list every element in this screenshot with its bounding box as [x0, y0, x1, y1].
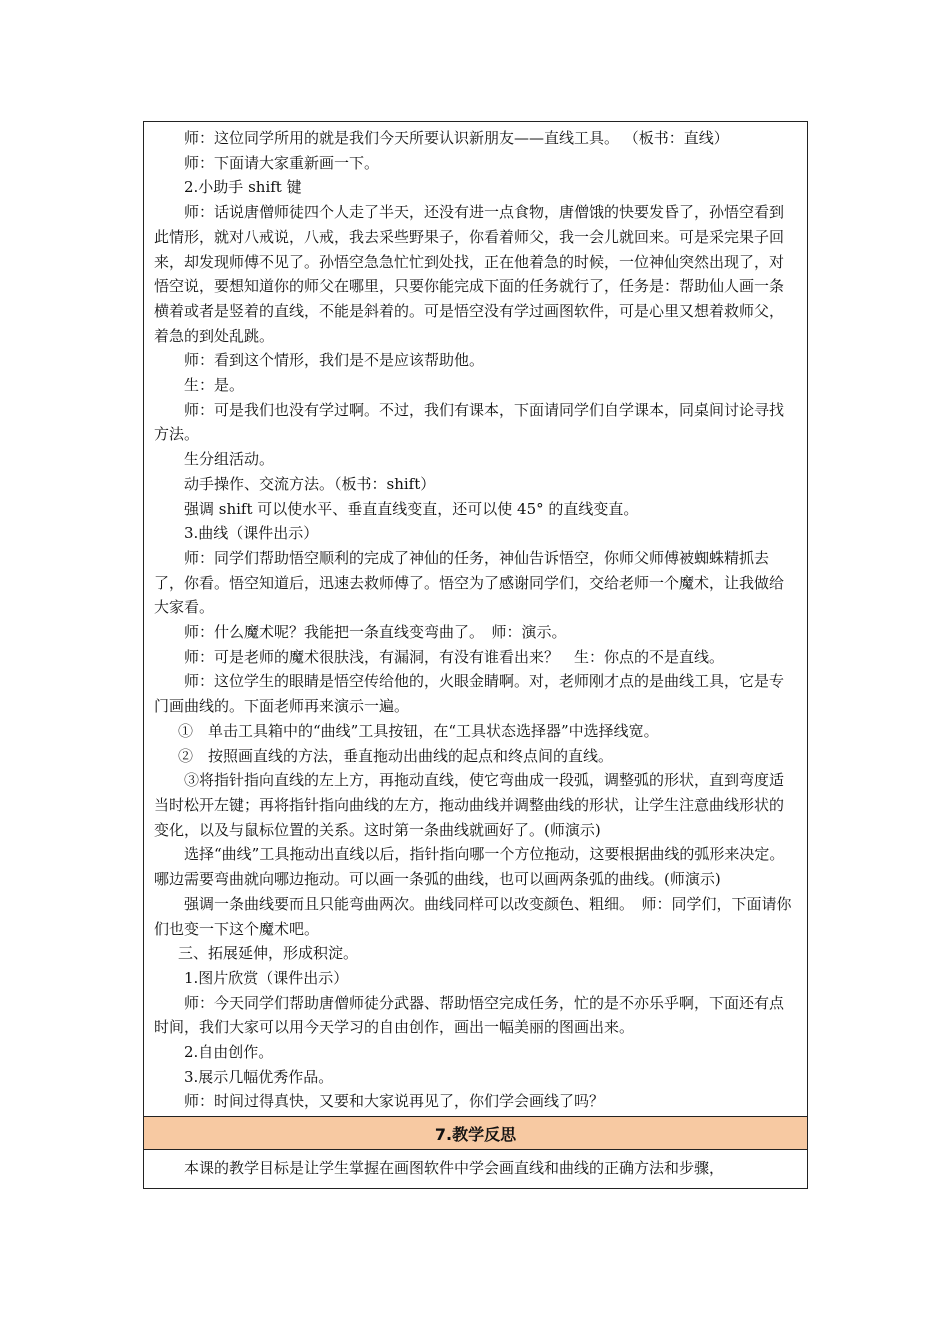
paragraph: 3.曲线（课件出示）: [184, 524, 319, 543]
lesson-content-cell: [144, 122, 807, 1116]
paragraph: 师：可是老师的魔术很肤浅，有漏洞，有没有谁看出来？ 生：你点的不是直线。: [184, 647, 725, 666]
reflection-cell: [144, 1150, 807, 1188]
step-item: ② 按照画直线的方法，垂直拖动出曲线的起点和终点间的直线。: [178, 746, 614, 765]
paragraph: 师：可是我们也没有学过啊。不过，我们有课本，下面请同学们自学课本，同桌间讨论寻找方法。: [154, 400, 785, 444]
paragraph: 强调一条曲线要而且只能弯曲两次。曲线同样可以改变颜色、粗细。 师：同学们，下面请你们也变一下这个魔术吧。: [154, 894, 792, 938]
section-header-reflection: 7.教学反思: [144, 1116, 807, 1150]
section-heading: 三、拓展延伸，形成积淀。: [178, 944, 359, 963]
paragraph: 师：这位同学所用的就是我们今天所要认识新朋友——直线工具。 （板书：直线）: [184, 129, 729, 147]
paragraph: 1.图片欣赏（课件出示）: [184, 968, 349, 987]
paragraph: 师：看到这个情形，我们是不是应该帮助他。: [184, 351, 485, 370]
paragraph: 师：时间过得真快，又要和大家说再见了，你们学会画线了吗？: [184, 1092, 605, 1111]
paragraph: 生：是。: [184, 376, 245, 395]
step-item: ① 单击工具箱中的“曲线”工具按钮，在“工具状态选择器”中选择线宽。: [178, 721, 659, 740]
paragraph: 2.自由创作。: [184, 1043, 274, 1062]
paragraph: 生分组活动。: [184, 450, 275, 469]
paragraph: 选择“曲线”工具拖动出直线以后，指针指向哪一个方位拖动，这要根据曲线的弧形来决定。哪边需要弯曲就向哪边拖动。可以画一条弧的曲线，也可以画两条弧的曲线。(师演示): [154, 845, 785, 889]
paragraph: 师：话说唐僧师徒四个人走了半天，还没有进一点食物，唐僧饿的快要发昏了，孙悟空看到此情形，就对八戒说，八戒，我去采些野果子，你看着师父，我一会儿就回来。可是采完果子回来，却发现师傅不见了。孙悟空急急忙忙到处找，正在他着急的时候，一位神仙突然出现了，对悟空说，要想知道你的师父在哪里，只要你能完成下面的任务就行了，任务是：帮助仙人画一条横着或者是竖着的直线，不能是斜着的。可是悟空没有学过画图软件，可是心里又想着救师父，着急的到处乱跳。: [154, 203, 785, 345]
paragraph: 师：下面请大家重新画一下。: [184, 153, 380, 172]
paragraph: 师：什么魔术呢？我能把一条直线变弯曲了。 师：演示。: [184, 623, 567, 642]
lesson-table: [143, 121, 808, 1189]
paragraph: 师：这位学生的眼睛是悟空传给他的，火眼金睛啊。对，老师刚才点的是曲线工具，它是专门画曲线的。下面老师再来演示一遍。: [154, 672, 785, 716]
paragraph: 本课的教学目标是让学生掌握在画图软件中学会画直线和曲线的正确方法和步骤，: [184, 1159, 725, 1178]
step-item: ③将指针指向直线的左上方，再拖动直线，使它弯曲成一段弧，调整弧的形状，直到弯度适当时松开左键；再将指针指向曲线的左方，拖动曲线并调整曲线的形状，让学生注意曲线形状的变化，以及与鼠标位置的关系。这时第一条曲线就画好了。(师演示): [154, 771, 785, 839]
paragraph: 2.小助手 shift 键: [184, 178, 302, 197]
paragraph: 动手操作、交流方法。（板书：shift）: [184, 474, 436, 493]
paragraph: 师：同学们帮助悟空顺利的完成了神仙的任务，神仙告诉悟空，你师父师傅被蜘蛛精抓去了，你看。悟空知道后，迅速去救师傅了。悟空为了感谢同学们，交给老师一个魔术，让我做给大家看。: [154, 548, 785, 617]
paragraph: 强调 shift 可以使水平、垂直直线变直，还可以使 45° 的直线变直。: [184, 499, 639, 518]
paragraph: 3.展示几幅优秀作品。: [184, 1067, 334, 1086]
paragraph: 师：今天同学们帮助唐僧师徒分武器、帮助悟空完成任务，忙的是不亦乐乎啊，下面还有点时间，我们大家可以用今天学习的自由创作，画出一幅美丽的图画出来。: [154, 993, 785, 1037]
